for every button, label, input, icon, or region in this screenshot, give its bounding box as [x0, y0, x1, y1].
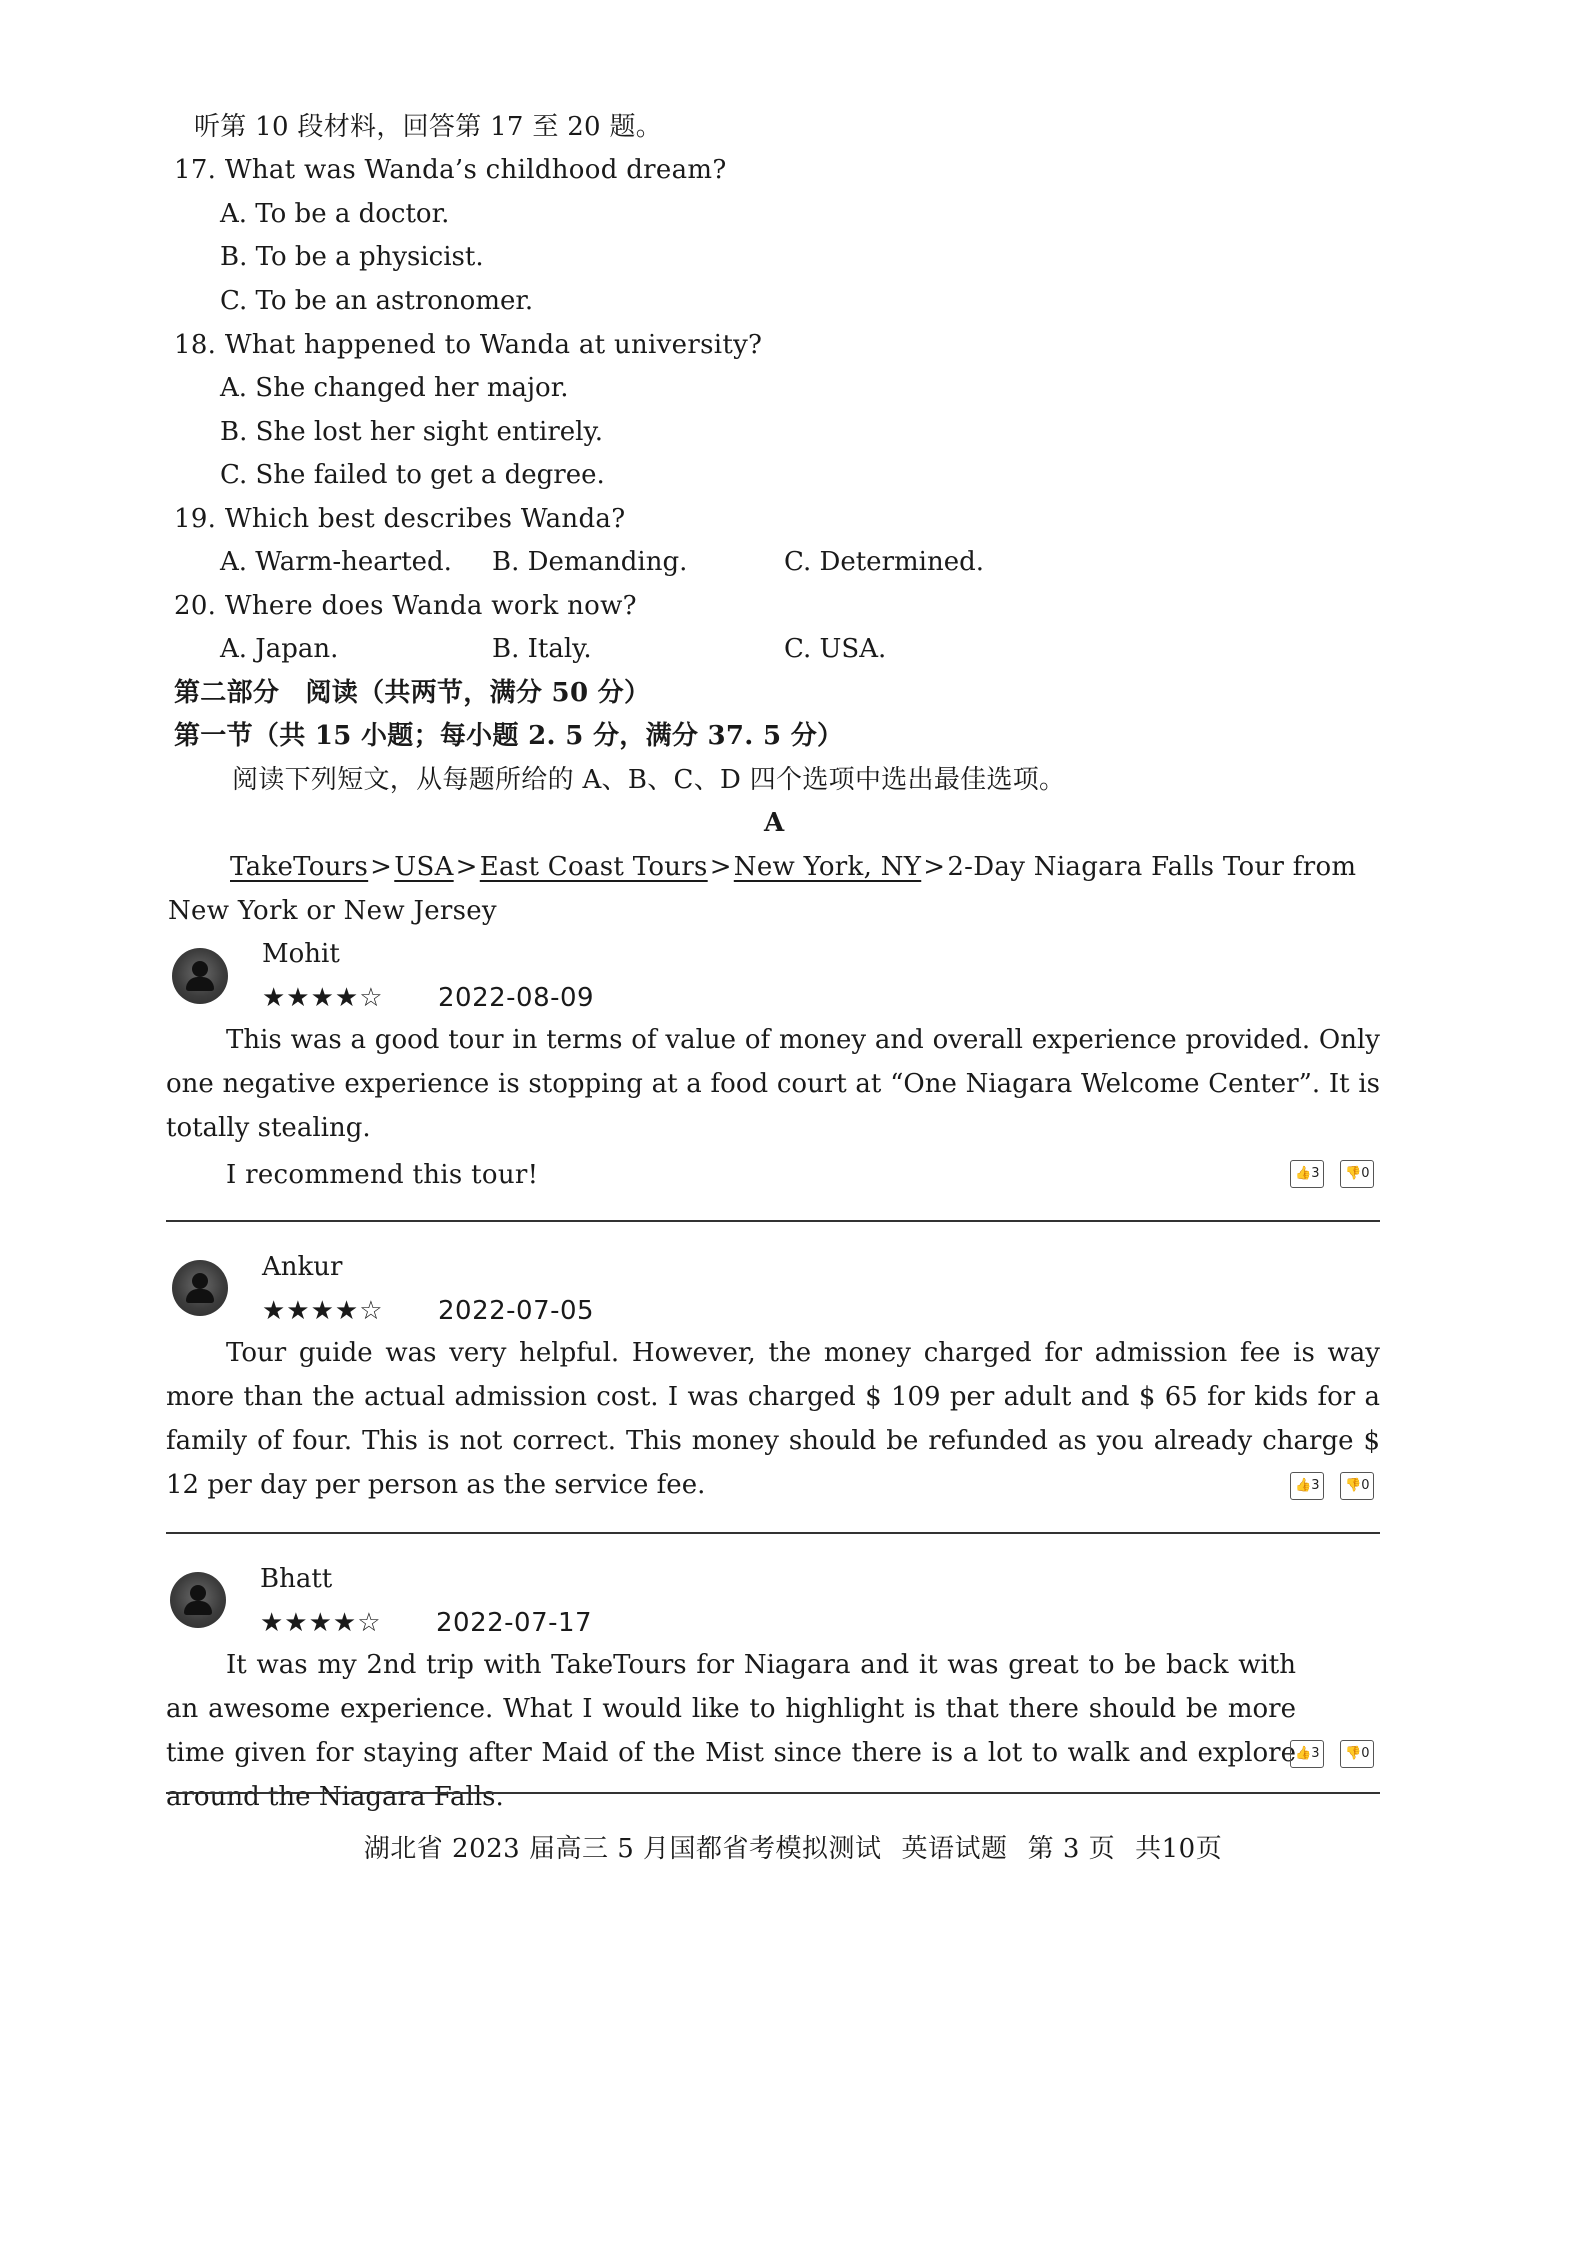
- question-17: 17. What was Wanda’s childhood dream?: [174, 155, 727, 185]
- q18-option-a: A. She changed her major.: [220, 373, 569, 403]
- page-footer: [0, 1832, 1586, 1866]
- helpful-count: 3: [1311, 1746, 1320, 1761]
- breadcrumb-separator: >: [455, 852, 478, 882]
- section1-heading: 第一节（共 15 小题；每小题 2. 5 分，满分 37. 5 分）: [174, 721, 844, 751]
- page-number: 第 3 页: [1027, 1834, 1116, 1864]
- page-total: 共10页: [1135, 1834, 1223, 1864]
- passage-letter: A: [764, 808, 785, 838]
- q18-option-c: C. She failed to get a degree.: [220, 460, 605, 490]
- breadcrumb-current-page-cont: New York or New Jersey: [168, 896, 497, 926]
- thumbs-up-icon: 👍: [1295, 1478, 1312, 1493]
- unhelpful-vote-button[interactable]: [1340, 1472, 1374, 1500]
- q17-option-a: A. To be a doctor.: [220, 199, 450, 229]
- question-18: 18. What happened to Wanda at university?: [174, 330, 763, 360]
- review-recommendation: I recommend this tour!: [226, 1160, 539, 1190]
- q17-option-b: B. To be a physicist.: [220, 242, 484, 272]
- reviewer-name: Ankur: [262, 1252, 343, 1282]
- question-19: 19. Which best describes Wanda?: [174, 504, 626, 534]
- q17-option-c: C. To be an astronomer.: [220, 286, 534, 316]
- star-rating: ★★★★☆: [262, 983, 384, 1013]
- reading-instruction: 阅读下列短文，从每题所给的 A、B、C、D 四个选项中选出最佳选项。: [232, 765, 1066, 795]
- user-avatar-icon: [172, 948, 228, 1004]
- breadcrumb: [230, 850, 1356, 884]
- q20-option-b: B. Italy.: [492, 634, 592, 664]
- q19-option-c: C. Determined.: [784, 547, 985, 577]
- breadcrumb-link-taketours[interactable]: TakeTours: [230, 852, 369, 882]
- thumbs-up-icon: 👍: [1295, 1746, 1312, 1761]
- helpful-vote-button[interactable]: [1290, 1472, 1324, 1500]
- reviewer-name: Bhatt: [260, 1564, 333, 1594]
- thumbs-up-icon: 👍: [1295, 1166, 1312, 1181]
- unhelpful-count: 0: [1361, 1746, 1370, 1761]
- thumbs-down-icon: 👎: [1345, 1746, 1362, 1761]
- part2-heading: 第二部分 阅读（共两节，满分 50 分）: [174, 678, 651, 708]
- q19-option-b: B. Demanding.: [492, 547, 688, 577]
- q20-option-a: A. Japan.: [220, 634, 339, 664]
- breadcrumb-current-page: 2-Day Niagara Falls Tour from: [947, 852, 1357, 882]
- breadcrumb-link-east-coast-tours[interactable]: East Coast Tours: [479, 852, 708, 882]
- subject-label: 英语试题: [901, 1834, 1008, 1864]
- review-divider: [166, 1220, 1380, 1222]
- review-text: Tour guide was very helpful. However, the money charged for admission fee is way more than the actual admission cost. I was charged $ 109 per adult and $ 65 for kids for a family of four. This is not correct. This money should be refunded as you already charge $ 12 per day per person as the service fee.: [166, 1338, 1380, 1500]
- review-date: 2022-07-05: [438, 1296, 595, 1326]
- listening-intro: 听第 10 段材料，回答第 17 至 20 题。: [194, 112, 663, 142]
- breadcrumb-separator: >: [923, 852, 946, 882]
- star-rating: ★★★★☆: [260, 1608, 382, 1638]
- user-avatar-icon: [170, 1572, 226, 1628]
- breadcrumb-link-usa[interactable]: USA: [394, 852, 454, 882]
- breadcrumb-separator: >: [709, 852, 732, 882]
- star-rating: ★★★★☆: [262, 1296, 384, 1326]
- unhelpful-count: 0: [1361, 1478, 1370, 1493]
- helpful-vote-button[interactable]: [1290, 1740, 1324, 1768]
- breadcrumb-link-new-york[interactable]: New York, NY: [733, 852, 922, 882]
- thumbs-down-icon: 👎: [1345, 1478, 1362, 1493]
- review-text: It was my 2nd trip with TakeTours for Niagara and it was great to be back with an awesome experience. What I would like to highlight is that there should be more time given for staying after Maid of the Mist since there is a lot to walk and explore around the Niagara Falls.: [166, 1650, 1296, 1812]
- review-text: This was a good tour in terms of value of money and overall experience provided. Only one negative experience is stopping at a food court at “One Niagara Welcome Center”. It is totally stealing.: [166, 1025, 1380, 1143]
- exam-title: 湖北省 2023 届高三 5 月国都省考模拟测试: [363, 1834, 882, 1864]
- unhelpful-vote-button[interactable]: [1340, 1740, 1374, 1768]
- q20-option-c: C. USA.: [784, 634, 887, 664]
- user-avatar-icon: [172, 1260, 228, 1316]
- review-divider: [166, 1792, 1380, 1794]
- q19-option-a: A. Warm-hearted.: [220, 547, 452, 577]
- reviewer-name: Mohit: [262, 939, 340, 969]
- review-divider: [166, 1532, 1380, 1534]
- helpful-count: 3: [1311, 1166, 1320, 1181]
- breadcrumb-separator: >: [370, 852, 393, 882]
- q18-option-b: B. She lost her sight entirely.: [220, 417, 603, 447]
- thumbs-down-icon: 👎: [1345, 1166, 1362, 1181]
- review-date: 2022-07-17: [436, 1608, 593, 1638]
- helpful-vote-button[interactable]: [1290, 1160, 1324, 1188]
- review-date: 2022-08-09: [438, 983, 595, 1013]
- unhelpful-vote-button[interactable]: [1340, 1160, 1374, 1188]
- helpful-count: 3: [1311, 1478, 1320, 1493]
- question-20: 20. Where does Wanda work now?: [174, 591, 637, 621]
- unhelpful-count: 0: [1361, 1166, 1370, 1181]
